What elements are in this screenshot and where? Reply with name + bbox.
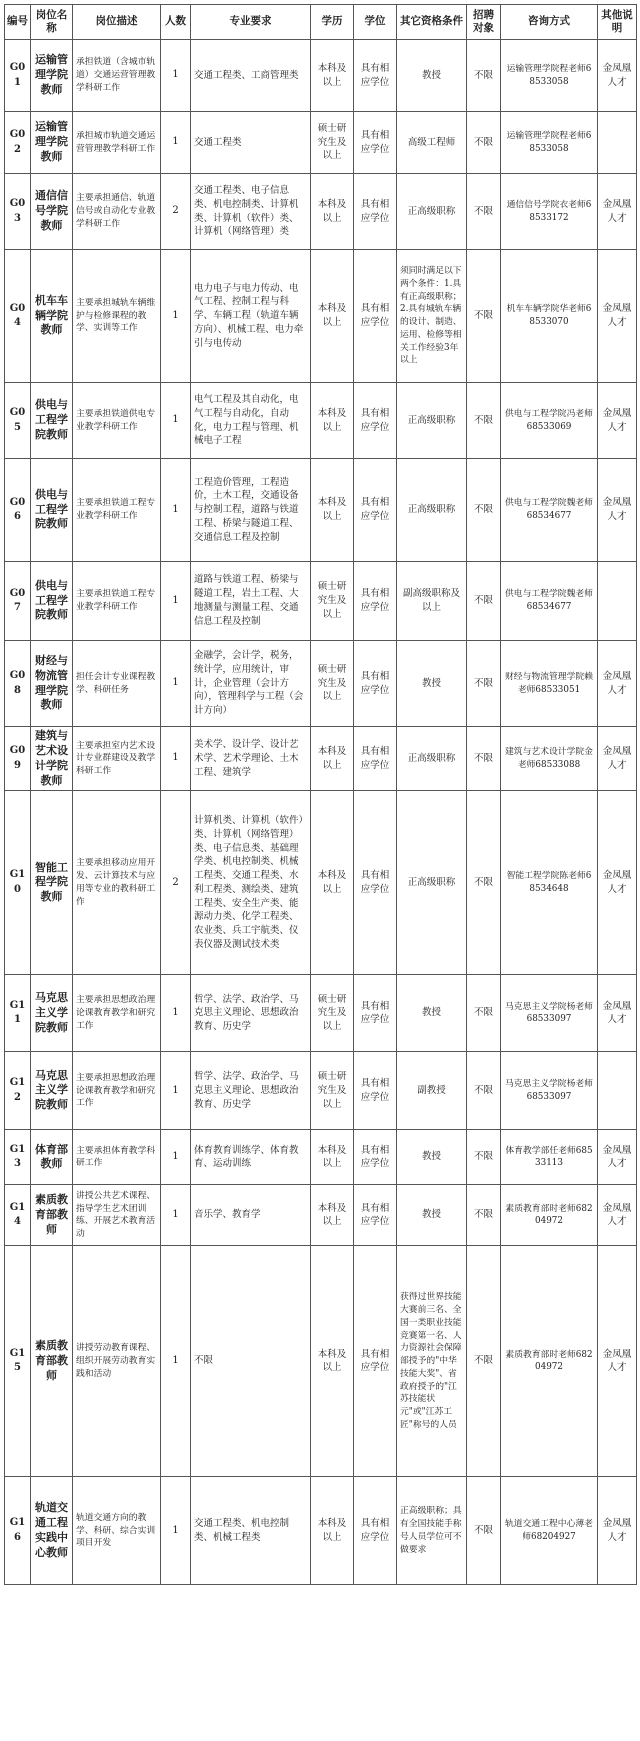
cell-target: 不限 — [467, 459, 501, 562]
table-row — [5, 459, 637, 562]
cell-degree: 具有相应学位 — [354, 641, 397, 727]
table-row — [5, 174, 637, 250]
cell-edu: 本科及以上 — [311, 459, 354, 562]
cell-note: 金凤凰人才 — [598, 727, 637, 791]
cell-edu: 本科及以上 — [311, 250, 354, 383]
table-row — [5, 641, 637, 727]
cell-desc: 主要承担铁道工程专业教学科研工作 — [73, 562, 161, 641]
table-row — [5, 383, 637, 459]
cell-note: 金凤凰人才 — [598, 250, 637, 383]
header-target: 招聘对象 — [467, 5, 501, 40]
cell-code: G09 — [5, 727, 31, 791]
cell-other: 高级工程师 — [397, 112, 467, 174]
cell-target: 不限 — [467, 40, 501, 112]
job-table — [4, 4, 637, 1585]
cell-major: 金融学，会计学，税务，统计学，应用统计，审计，企业管理（会计方向），管理科学与工程（会计方向） — [191, 641, 311, 727]
cell-count: 1 — [161, 1052, 191, 1130]
cell-major: 交通工程类、工商管理类 — [191, 40, 311, 112]
cell-desc: 轨道交通方向的教学、科研、综合实训项目开发 — [73, 1477, 161, 1585]
cell-major: 计算机类、计算机（软件）类、计算机（网络管理）类、电子信息类、基础理学类、机电控制类、机械工程类、交通工程类、水利工程类、测绘类、建筑工程类、安全生产类、能源动力类、化学工程类、农业类、兵工宇航类、仪表仪器及测试技术类 — [191, 791, 311, 975]
table-row — [5, 1477, 637, 1585]
cell-degree: 具有相应学位 — [354, 562, 397, 641]
cell-target: 不限 — [467, 1185, 501, 1246]
cell-edu: 硕士研究生及以上 — [311, 1052, 354, 1130]
cell-contact: 运输管理学院程老师68533058 — [501, 112, 598, 174]
cell-name: 轨道交通工程实践中心教师 — [31, 1477, 73, 1585]
cell-name: 体育部教师 — [31, 1130, 73, 1185]
cell-major: 音乐学、教育学 — [191, 1185, 311, 1246]
cell-contact: 轨道交通工程中心薄老师68204927 — [501, 1477, 598, 1585]
table-row — [5, 562, 637, 641]
cell-target: 不限 — [467, 112, 501, 174]
cell-degree: 具有相应学位 — [354, 1130, 397, 1185]
cell-other: 教授 — [397, 1130, 467, 1185]
cell-name: 运输管理学院教师 — [31, 40, 73, 112]
cell-other: 副教授 — [397, 1052, 467, 1130]
cell-contact: 素质教育部时老师68204972 — [501, 1185, 598, 1246]
cell-edu: 硕士研究生及以上 — [311, 641, 354, 727]
cell-note: 金凤凰人才 — [598, 383, 637, 459]
cell-major: 电气工程及其自动化，电气工程与自动化，自动化，电力工程与管理、机械电子工程 — [191, 383, 311, 459]
cell-other: 正高级职称 — [397, 459, 467, 562]
cell-other: 教授 — [397, 975, 467, 1052]
cell-code: G13 — [5, 1130, 31, 1185]
cell-count: 1 — [161, 112, 191, 174]
cell-contact: 马克思主义学院杨老师68533097 — [501, 1052, 598, 1130]
table-row — [5, 975, 637, 1052]
cell-desc: 承担铁道（含城市轨道）交通运营管理教学科研工作 — [73, 40, 161, 112]
cell-target: 不限 — [467, 1130, 501, 1185]
cell-other: 正高级职称 — [397, 727, 467, 791]
cell-edu: 本科及以上 — [311, 174, 354, 250]
cell-code: G16 — [5, 1477, 31, 1585]
cell-other: 教授 — [397, 40, 467, 112]
cell-target: 不限 — [467, 975, 501, 1052]
cell-major: 工程造价管理，工程造价，土木工程，交通设备与控制工程，道路与铁道工程、桥梁与隧道工程、交通信息工程及控制 — [191, 459, 311, 562]
header-name: 岗位名称 — [31, 5, 73, 40]
cell-degree: 具有相应学位 — [354, 975, 397, 1052]
cell-other: 正高级职称 — [397, 383, 467, 459]
cell-note: 金凤凰人才 — [598, 1185, 637, 1246]
table-row — [5, 1130, 637, 1185]
cell-contact: 供电与工程学院魏老师68534677 — [501, 459, 598, 562]
cell-count: 1 — [161, 1246, 191, 1477]
cell-name: 财经与物流管理学院教师 — [31, 641, 73, 727]
header-code: 编号 — [5, 5, 31, 40]
cell-edu: 本科及以上 — [311, 791, 354, 975]
cell-code: G10 — [5, 791, 31, 975]
cell-note: 金凤凰人才 — [598, 459, 637, 562]
cell-contact: 财经与物流管理学院赖老师68533051 — [501, 641, 598, 727]
cell-edu: 本科及以上 — [311, 1246, 354, 1477]
header-edu: 学历 — [311, 5, 354, 40]
cell-edu: 本科及以上 — [311, 1185, 354, 1246]
header-other: 其它资格条件 — [397, 5, 467, 40]
cell-name: 供电与工程学院教师 — [31, 562, 73, 641]
table-row — [5, 40, 637, 112]
cell-name: 智能工程学院教师 — [31, 791, 73, 975]
cell-code: G07 — [5, 562, 31, 641]
cell-desc: 主要承担室内艺术设计专业群建设及教学科研工作 — [73, 727, 161, 791]
cell-desc: 讲授劳动教育课程、组织开展劳动教育实践和活动 — [73, 1246, 161, 1477]
cell-other: 正高级职称；具有全国技能手称号人员学位可不做要求 — [397, 1477, 467, 1585]
cell-code: G06 — [5, 459, 31, 562]
cell-contact: 智能工程学院陈老师68534648 — [501, 791, 598, 975]
cell-other: 正高级职称 — [397, 791, 467, 975]
cell-note: 金凤凰人才 — [598, 975, 637, 1052]
cell-name: 马克思主义学院教师 — [31, 1052, 73, 1130]
cell-edu: 硕士研究生及以上 — [311, 112, 354, 174]
cell-count: 1 — [161, 1185, 191, 1246]
table-row — [5, 1185, 637, 1246]
cell-target: 不限 — [467, 1246, 501, 1477]
cell-contact: 通信信号学院衣老师68533172 — [501, 174, 598, 250]
header-major: 专业要求 — [191, 5, 311, 40]
header-contact: 咨询方式 — [501, 5, 598, 40]
cell-major: 美术学、设计学、设计艺术学、艺术学理论、土木工程、建筑学 — [191, 727, 311, 791]
cell-name: 素质教育部教师 — [31, 1185, 73, 1246]
cell-count: 1 — [161, 1477, 191, 1585]
cell-note: 金凤凰人才 — [598, 174, 637, 250]
cell-note: 金凤凰人才 — [598, 641, 637, 727]
cell-contact: 体育教学部任老师68533113 — [501, 1130, 598, 1185]
cell-desc: 主要承担铁道供电专业教学科研工作 — [73, 383, 161, 459]
header-note: 其他说明 — [598, 5, 637, 40]
table-row — [5, 791, 637, 975]
cell-other: 教授 — [397, 641, 467, 727]
cell-desc: 主要承担城轨车辆维护与检修课程的教学、实训等工作 — [73, 250, 161, 383]
cell-major: 交通工程类、机电控制类、机械工程类 — [191, 1477, 311, 1585]
cell-code: G11 — [5, 975, 31, 1052]
cell-name: 机车车辆学院教师 — [31, 250, 73, 383]
cell-degree: 具有相应学位 — [354, 459, 397, 562]
cell-code: G01 — [5, 40, 31, 112]
cell-code: G04 — [5, 250, 31, 383]
cell-degree: 具有相应学位 — [354, 1246, 397, 1477]
cell-desc: 主要承担体育教学科研工作 — [73, 1130, 161, 1185]
cell-contact: 素质教育部时老师68204972 — [501, 1246, 598, 1477]
cell-name: 素质教育部教师 — [31, 1246, 73, 1477]
cell-code: G14 — [5, 1185, 31, 1246]
cell-target: 不限 — [467, 250, 501, 383]
cell-contact: 运输管理学院程老师68533058 — [501, 40, 598, 112]
cell-name: 运输管理学院教师 — [31, 112, 73, 174]
cell-contact: 马克思主义学院杨老师68533097 — [501, 975, 598, 1052]
cell-name: 供电与工程学院教师 — [31, 383, 73, 459]
cell-desc: 讲授公共艺术课程、指导学生艺术团训练、开展艺术教育活动 — [73, 1185, 161, 1246]
cell-count: 1 — [161, 641, 191, 727]
cell-contact: 建筑与艺术设计学院金老师68533088 — [501, 727, 598, 791]
cell-desc: 主要承担思想政治理论课教育教学和研究工作 — [73, 975, 161, 1052]
cell-edu: 本科及以上 — [311, 383, 354, 459]
cell-contact: 机车车辆学院华老师68533070 — [501, 250, 598, 383]
cell-other: 获得过世界技能大赛前三名、全国一类职业技能竞赛第一名、人力资源社会保障部授予的"中华技能大奖"、省政府授予的"江苏技能状元"或"江苏工匠"称号的人员 — [397, 1246, 467, 1477]
header-row — [5, 5, 637, 40]
cell-note — [598, 1052, 637, 1130]
cell-desc: 担任会计专业课程教学、科研任务 — [73, 641, 161, 727]
cell-name: 建筑与艺术设计学院教师 — [31, 727, 73, 791]
cell-edu: 硕士研究生及以上 — [311, 562, 354, 641]
cell-note — [598, 562, 637, 641]
cell-desc: 主要承担通信、轨道信号或自动化专业教学科研工作 — [73, 174, 161, 250]
cell-degree: 具有相应学位 — [354, 1185, 397, 1246]
cell-code: G15 — [5, 1246, 31, 1477]
cell-edu: 硕士研究生及以上 — [311, 975, 354, 1052]
cell-edu: 本科及以上 — [311, 1130, 354, 1185]
cell-code: G12 — [5, 1052, 31, 1130]
cell-target: 不限 — [467, 1477, 501, 1585]
cell-major: 交通工程类 — [191, 112, 311, 174]
cell-count: 2 — [161, 791, 191, 975]
cell-major: 不限 — [191, 1246, 311, 1477]
cell-note: 金凤凰人才 — [598, 40, 637, 112]
header-degree: 学位 — [354, 5, 397, 40]
cell-other: 须同时满足以下两个条件：1.具有正高级职称；2.具有城轨车辆的设计、制造、运用、检修等相关工作经验3年以上 — [397, 250, 467, 383]
cell-count: 2 — [161, 174, 191, 250]
cell-count: 1 — [161, 975, 191, 1052]
cell-desc: 主要承担思想政治理论课教育教学和研究工作 — [73, 1052, 161, 1130]
header-desc: 岗位描述 — [73, 5, 161, 40]
cell-desc: 承担城市轨道交通运营管理教学科研工作 — [73, 112, 161, 174]
cell-target: 不限 — [467, 641, 501, 727]
cell-note — [598, 112, 637, 174]
cell-count: 1 — [161, 383, 191, 459]
header-count: 人数 — [161, 5, 191, 40]
cell-count: 1 — [161, 250, 191, 383]
cell-major: 交通工程类、电子信息类、机电控制类、计算机类、计算机（软件）类、计算机（网络管理）类 — [191, 174, 311, 250]
cell-degree: 具有相应学位 — [354, 383, 397, 459]
cell-edu: 本科及以上 — [311, 1477, 354, 1585]
table-row — [5, 250, 637, 383]
cell-degree: 具有相应学位 — [354, 112, 397, 174]
table-row — [5, 112, 637, 174]
table-row — [5, 1246, 637, 1477]
cell-count: 1 — [161, 562, 191, 641]
cell-edu: 本科及以上 — [311, 727, 354, 791]
cell-desc: 主要承担铁道工程专业教学科研工作 — [73, 459, 161, 562]
cell-note: 金凤凰人才 — [598, 791, 637, 975]
cell-code: G02 — [5, 112, 31, 174]
cell-major: 道路与铁道工程、桥梁与隧道工程，岩土工程、大地测量与测量工程、交通信息工程及控制 — [191, 562, 311, 641]
cell-other: 副高级职称及以上 — [397, 562, 467, 641]
cell-count: 1 — [161, 727, 191, 791]
table-row — [5, 1052, 637, 1130]
cell-code: G03 — [5, 174, 31, 250]
cell-count: 1 — [161, 40, 191, 112]
cell-code: G08 — [5, 641, 31, 727]
cell-note: 金凤凰人才 — [598, 1130, 637, 1185]
cell-code: G05 — [5, 383, 31, 459]
cell-major: 体育教育训练学、体育教育、运动训练 — [191, 1130, 311, 1185]
cell-target: 不限 — [467, 1052, 501, 1130]
cell-edu: 本科及以上 — [311, 40, 354, 112]
cell-other: 教授 — [397, 1185, 467, 1246]
cell-major: 哲学、法学、政治学、马克思主义理论、思想政治教育、历史学 — [191, 1052, 311, 1130]
cell-major: 电力电子与电力传动、电气工程、控制工程与科学、车辆工程（轨道车辆方向）、机械工程、电力牵引与电传动 — [191, 250, 311, 383]
cell-target: 不限 — [467, 562, 501, 641]
cell-name: 马克思主义学院教师 — [31, 975, 73, 1052]
cell-major: 哲学、法学、政治学、马克思主义理论、思想政治教育、历史学 — [191, 975, 311, 1052]
cell-count: 1 — [161, 1130, 191, 1185]
cell-degree: 具有相应学位 — [354, 727, 397, 791]
cell-desc: 主要承担移动应用开发、云计算技术与应用等专业的教科研工作 — [73, 791, 161, 975]
cell-contact: 供电与工程学院魏老师68534677 — [501, 562, 598, 641]
cell-target: 不限 — [467, 791, 501, 975]
cell-degree: 具有相应学位 — [354, 1052, 397, 1130]
cell-target: 不限 — [467, 383, 501, 459]
cell-count: 1 — [161, 459, 191, 562]
table-row — [5, 727, 637, 791]
cell-note: 金凤凰人才 — [598, 1246, 637, 1477]
cell-other: 正高级职称 — [397, 174, 467, 250]
cell-degree: 具有相应学位 — [354, 791, 397, 975]
cell-note: 金凤凰人才 — [598, 1477, 637, 1585]
cell-degree: 具有相应学位 — [354, 174, 397, 250]
cell-name: 供电与工程学院教师 — [31, 459, 73, 562]
cell-degree: 具有相应学位 — [354, 40, 397, 112]
cell-degree: 具有相应学位 — [354, 1477, 397, 1585]
cell-name: 通信信号学院教师 — [31, 174, 73, 250]
cell-degree: 具有相应学位 — [354, 250, 397, 383]
cell-contact: 供电与工程学院冯老师68533069 — [501, 383, 598, 459]
cell-target: 不限 — [467, 727, 501, 791]
cell-target: 不限 — [467, 174, 501, 250]
